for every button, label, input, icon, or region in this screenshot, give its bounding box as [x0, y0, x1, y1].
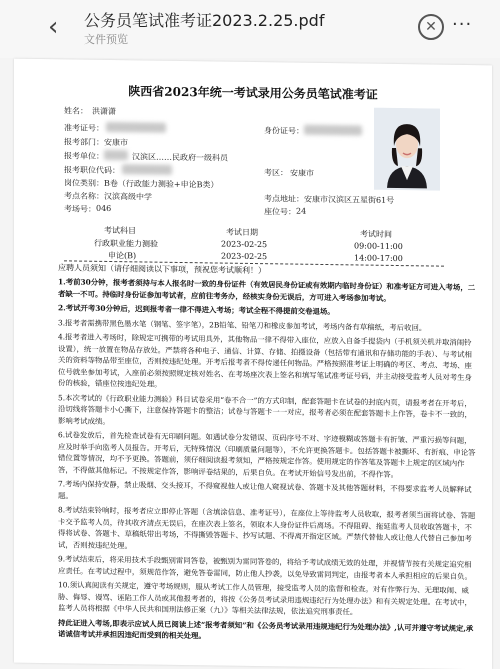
department-label: 报考部门： [64, 137, 104, 147]
more-icon[interactable]: ··· [452, 14, 473, 35]
id-number-redacted [304, 125, 362, 136]
position-code-label: 报考职位代码： [64, 165, 120, 176]
exam-address-label: 考点地址： [264, 194, 304, 204]
seat-value: 24 [296, 206, 307, 216]
close-icon[interactable]: ✕ [418, 14, 444, 40]
closing-statement: 持此证进入考场,即表示应试人员已阅读上述“报考者须知”和《公务员考试录用违规违纪行为处理办法》,认可并遵守考试规定,承诺诚信考试并承担因违纪而受到的相关处理。 [58, 617, 474, 641]
notice-rules [58, 276, 478, 648]
file-title: 公务员笔试准考证2023.2.25.pdf [84, 11, 325, 30]
rule-9: 9.考试结束后，将采用技术手段甄别雷同答卷，被甄别为雷同答卷的，将给予考试成绩无效的处理，并视情节按有关规定追究相应责任。在考试过程中，须规范作答，避免答卷雷同，防止他人抄袭，以免导致雷同判定，由报考者本人承担相应的后果自负。 [58, 554, 472, 581]
file-preview-label: 文件预览 [84, 33, 128, 46]
region-value: 安康市 [290, 168, 314, 178]
subject-header: 考试科目 [104, 225, 136, 236]
rule-2: 2.考试开考30分钟后，迟到报考者一律不得进入考场；考试全程不得提前交卷退场。 [58, 303, 335, 317]
rule-8: 8.考试结束铃响时，报考者应立即停止答题（含填涂信息、准考证号），在座位上等待监考人员收取，报考者须当面将试卷、答题卡交予监考人员，待其收齐清点无误后，在座次表上签名，领取本人身份证件后离场。不得阻碍、拖延监考人员收取答题卡，不得将试卷、答题卡、草稿纸带出考场，不得撕毁答题卡、抄写试题、不得离开指定区域。严禁代替他人或让他人代替自己参加考试，否则按违纪处理。 [58, 505, 476, 550]
category-label: 岗位类别： [64, 178, 104, 188]
exam-site-label: 考点名称： [64, 191, 104, 201]
table-row-2-date: 2023-02-25 [221, 251, 268, 262]
rule-4: 4.报考者进入考场时，除规定可携带的考试用具外，其他物品一律不得带入座位，应放入自备手提袋内（手机须关机并取消闹铃设置），统一放置在物品存放处。严禁将各种电子、通信、计算、存储、拍摄设备（包括带有通讯和存储功能的手表）、与考试相关的资料等物品带至座位，否则按违纪处理。开考后报考者不得传递任何物品。严格按照准考证上明确的考区、考点、考场、座位号就坐参加考试，入座前必须按照规定核对姓名、在考场座次表上签名和填写笔试准考证号码，并主动接受监考人员对考生身份的核验，错座位按违纪处理。 [58, 332, 472, 389]
rule-1: 1.考前30分钟，报考者须持与本人报名时一致的身份证件（有效居民身份证或有效期内临时身份证）和准考证方可进入考场，二者缺一不可。持临时身份证参加考试者，应前往考务办，经核实身份无误后，方可进入考场参加考试。 [58, 277, 476, 303]
rule-10: 10.须认真阅读有关规定，遵守考场规则，服从考试工作人员管理，接受监考人员的监督和检查。对有作弊行为、无理取闹、威胁、侮辱、谩骂、诬陷工作人员或其他报考者的，将按《公务员考试录用违规违纪行为处理办法》和有关规定处理。在考试中，监考人员将根据《中华人民共和国刑法修正案（九）》等相关法律法规，依法追究刑事责任。 [58, 580, 472, 617]
rule-7: 7.考场内保持安静，禁止吸烟、交头接耳，不得窥视他人或让他人窥视试卷、答题卡及其他答题材料，不得要求监考人员解释试题。 [58, 479, 472, 500]
id-number-label: 身份证号： [264, 126, 304, 136]
department-value: 安康市 [104, 137, 128, 148]
unit-value: 汉滨区……民政府一级科员 [132, 152, 228, 163]
name-value: 洪潇潇 [92, 106, 116, 117]
unit-redacted [104, 150, 128, 160]
seat-label: 座位号： [264, 207, 296, 217]
table-row-1-subject: 行政职业能力测验 [94, 238, 158, 249]
portrait-image [374, 108, 440, 191]
app-header [0, 0, 500, 58]
time-header: 考试时间 [360, 229, 392, 239]
back-arrow-icon[interactable]: ‹ [48, 12, 59, 42]
admission-ticket-document[interactable] [14, 59, 492, 669]
rule-6: 6.试卷发放后，首先检查试卷有无印刷问题。如遇试卷分发错误、页码序号不对、字迹模糊或答题卡有折皱、严重污损等问题，应及时举手向监考人员报告。开考后，无特殊情况（印刷质量问题等），不允许更换答题卡。包括答题卡被撕坏、有折痕、申论答错位置等情况，均不予更换。答题前，须仔细阅读报考须知，严格按规定作答。使用规定的作答笔及答题卡上规定的区域内作答，不得做其他标记。不按规定作答，影响评卷结果的，后果自负。在考试开始信号发出前，不得作答。 [58, 430, 476, 479]
rule-3: 3.报考者需携带黑色墨水笔（钢笔、签字笔），2B铅笔、铅笔刀和橡皮参加考试，考场内备有草稿纸，考后收回。 [58, 317, 427, 332]
room-value: 046 [96, 203, 112, 214]
rule-5: 5.本次考试的《行政职业能力测验》科目试卷采用“卷不合一”的方式印制，配套答题卡在试卷的封底内页，请报考者在开考后，沿切线将答题卡小心撕下，注意保持答题卡的整洁；试卷与答题卡一一对应，报考者必须在配套答题卡上作答，卷卡不一致的，影响考试成绩。 [58, 392, 472, 426]
notice-title: 应聘人员须知（请仔细阅读以下事项，预祝您考试顺利！） [58, 263, 266, 276]
table-row-1-date: 2023-02-25 [221, 239, 268, 250]
exam-site-value: 汉滨高级中学 [104, 191, 152, 202]
table-row-1-time: 09:00-11:00 [354, 241, 403, 252]
name-label: 姓名： [64, 106, 88, 116]
region-label: 考区： [264, 168, 288, 178]
table-row-2-subject: 申论(B) [108, 250, 137, 261]
date-header: 考试日期 [226, 227, 258, 238]
position-code-redacted [122, 164, 172, 175]
unit-label: 报考单位： [64, 151, 104, 161]
room-label: 考场号： [64, 204, 96, 214]
candidate-photo [374, 108, 440, 191]
category-value: B卷（行政能力测验+申论B类） [104, 178, 219, 190]
ticket-number-label: 准考证号： [64, 123, 104, 133]
ticket-number-redacted [106, 122, 166, 133]
table-row-2-time: 14:00-17:00 [354, 253, 403, 264]
exam-address-value: 安康市汉滨区五星街61号 [304, 194, 395, 205]
document-heading: 陕西省2023年统一考试录用公务员笔试准考证 [128, 84, 378, 102]
